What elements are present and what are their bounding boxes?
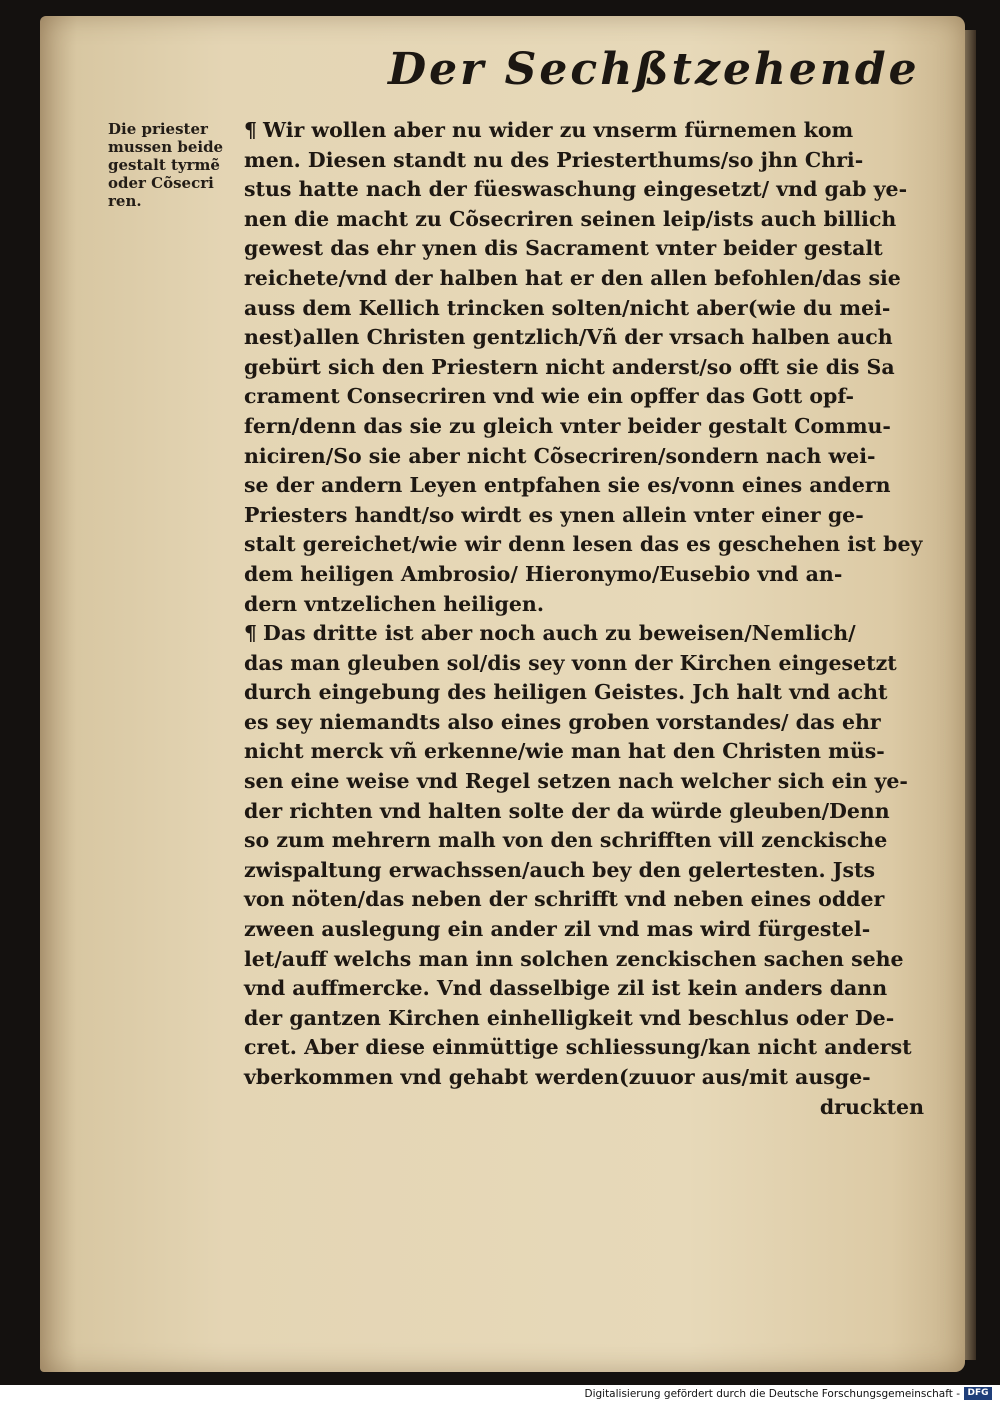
text-line-content: stus hatte nach der füeswaschung eingesetzt/ vnd gab ye- bbox=[244, 177, 908, 202]
text-line-content: auss dem Kellich trincken solten/nicht aber(wie du mei- bbox=[244, 295, 891, 320]
text-line-content: niciren/So sie aber nicht Cõsecriren/sondern nach wei- bbox=[244, 443, 876, 468]
text-line bbox=[244, 826, 944, 856]
text-line bbox=[244, 708, 944, 738]
text-line-content: das man gleuben sol/dis sey vonn der Kirchen eingesetzt bbox=[244, 650, 897, 675]
text-line bbox=[244, 323, 944, 353]
text-line bbox=[244, 294, 944, 324]
text-line bbox=[244, 264, 944, 294]
text-line bbox=[244, 915, 944, 945]
body-text bbox=[244, 116, 944, 1122]
text-line-content: sen eine weise vnd Regel setzen nach welcher sich ein ye- bbox=[244, 769, 908, 794]
text-line-content: dern vntzelichen heiligen. bbox=[244, 591, 544, 616]
margin-note-line: gestalt tyrmẽ bbox=[108, 156, 220, 174]
text-line bbox=[244, 619, 944, 649]
text-line bbox=[244, 974, 944, 1004]
dfg-logo: DFG bbox=[964, 1387, 992, 1400]
text-line bbox=[244, 856, 944, 886]
text-line bbox=[244, 412, 944, 442]
text-line-content: gebürt sich den Priestern nicht anderst/so offt sie dis Sa bbox=[244, 354, 895, 379]
catchword: druckten bbox=[819, 1094, 924, 1119]
text-line-content: zwispaltung erwachssen/auch bey den gelertesten. Jsts bbox=[244, 857, 876, 882]
text-line-content: es sey niemandts also eines groben vorstandes/ das ehr bbox=[244, 709, 881, 734]
text-line bbox=[244, 501, 944, 531]
margin-note-line: Die priester bbox=[108, 120, 208, 138]
text-line bbox=[244, 560, 944, 590]
text-line bbox=[244, 945, 944, 975]
text-line-content: so zum mehrern malh von den schrifften vill zenckische bbox=[244, 828, 888, 853]
text-line bbox=[244, 1004, 944, 1034]
text-line-content: cret. Aber diese einmüttige schliessung/kan nicht anderst bbox=[244, 1035, 912, 1060]
text-line-content: gewest das ehr ynen dis Sacrament vnter beider gestalt bbox=[244, 236, 883, 261]
text-line bbox=[244, 1033, 944, 1063]
text-line bbox=[244, 146, 944, 176]
text-line bbox=[244, 1063, 944, 1093]
text-line bbox=[244, 353, 944, 383]
text-line-content: vberkommen vnd gehabt werden(zuuor aus/mit ausge- bbox=[244, 1065, 871, 1089]
text-line-content: nen die macht zu Cõsecriren seinen leip/ists auch billich bbox=[244, 206, 897, 231]
page-heading: Der Sechßtzehende bbox=[388, 44, 920, 95]
text-line-content: Priesters handt/so wirdt es ynen allein vnter einer ge- bbox=[244, 502, 864, 527]
text-line bbox=[244, 885, 944, 915]
text-line-content: zween auslegung ein ander zil vnd mas wird fürgestel- bbox=[244, 917, 871, 942]
text-line bbox=[244, 234, 944, 264]
text-line bbox=[244, 442, 944, 472]
text-line-content: der gantzen Kirchen einhelligkeit vnd beschlus oder De- bbox=[244, 1005, 895, 1030]
text-line-content: se der andern Leyen entpfahen sie es/vonn eines andern bbox=[244, 473, 891, 498]
text-line bbox=[244, 678, 944, 708]
text-line-content: vnd auffmercke. Vnd dasselbige zil ist kein anders dann bbox=[244, 976, 888, 1001]
text-line-content: der richten vnd halten solte der da würde gleuben/Denn bbox=[244, 798, 890, 823]
text-line bbox=[244, 590, 944, 620]
text-line-content: nicht merck vñ erkenne/wie man hat den Christen müs- bbox=[244, 739, 885, 764]
text-line bbox=[244, 116, 944, 146]
text-line-content: fern/denn das sie zu gleich vnter beider gestalt Commu- bbox=[244, 413, 891, 438]
text-line bbox=[244, 382, 944, 412]
text-line bbox=[244, 530, 944, 560]
text-line-content: von nöten/das neben der schrifft vnd neben eines odder bbox=[244, 887, 885, 912]
footer-credit: Digitalisierung gefördert durch die Deutsche Forschungsgemeinschaft - bbox=[584, 1388, 960, 1400]
text-line-content: nest)allen Christen gentzlich/Vñ der vrsach halben auch bbox=[244, 325, 893, 350]
margin-note-line: ren. bbox=[108, 192, 142, 210]
text-line-content: Wir wollen aber nu wider zu vnserm fürnemen kom bbox=[263, 118, 854, 142]
text-line bbox=[244, 205, 944, 235]
text-line bbox=[244, 737, 944, 767]
text-line bbox=[244, 471, 944, 501]
text-line-content: dem heiligen Ambrosio/ Hieronymo/Eusebio vnd an- bbox=[244, 561, 843, 586]
text-line-content: stalt gereichet/wie wir denn lesen das es geschehen ist bey bbox=[244, 532, 923, 557]
pilcrow-mark: ¶ bbox=[244, 621, 258, 646]
text-line bbox=[244, 797, 944, 827]
margin-note bbox=[108, 120, 238, 210]
text-line bbox=[244, 649, 944, 679]
margin-note-line: mussen beide bbox=[108, 138, 224, 156]
text-line-content: crament Consecriren vnd wie ein opffer das Gott opf- bbox=[244, 384, 854, 409]
margin-note-line: oder Cõsecri bbox=[108, 174, 214, 192]
text-line-content: let/auff welchs man inn solchen zenckischen sachen sehe bbox=[244, 946, 904, 971]
text-line-content: durch eingebung des heiligen Geistes. Jch halt vnd acht bbox=[244, 680, 888, 705]
text-line-content: reichete/vnd der halben hat er den allen befohlen/das sie bbox=[244, 265, 901, 290]
text-line bbox=[244, 767, 944, 797]
text-line-content: men. Diesen standt nu des Priesterthums/so jhn Chri- bbox=[244, 147, 864, 172]
text-line-content: Das dritte ist aber noch auch zu beweisen/Nemlich/ bbox=[263, 621, 856, 646]
text-line bbox=[244, 175, 944, 205]
pilcrow-mark: ¶ bbox=[244, 118, 258, 142]
